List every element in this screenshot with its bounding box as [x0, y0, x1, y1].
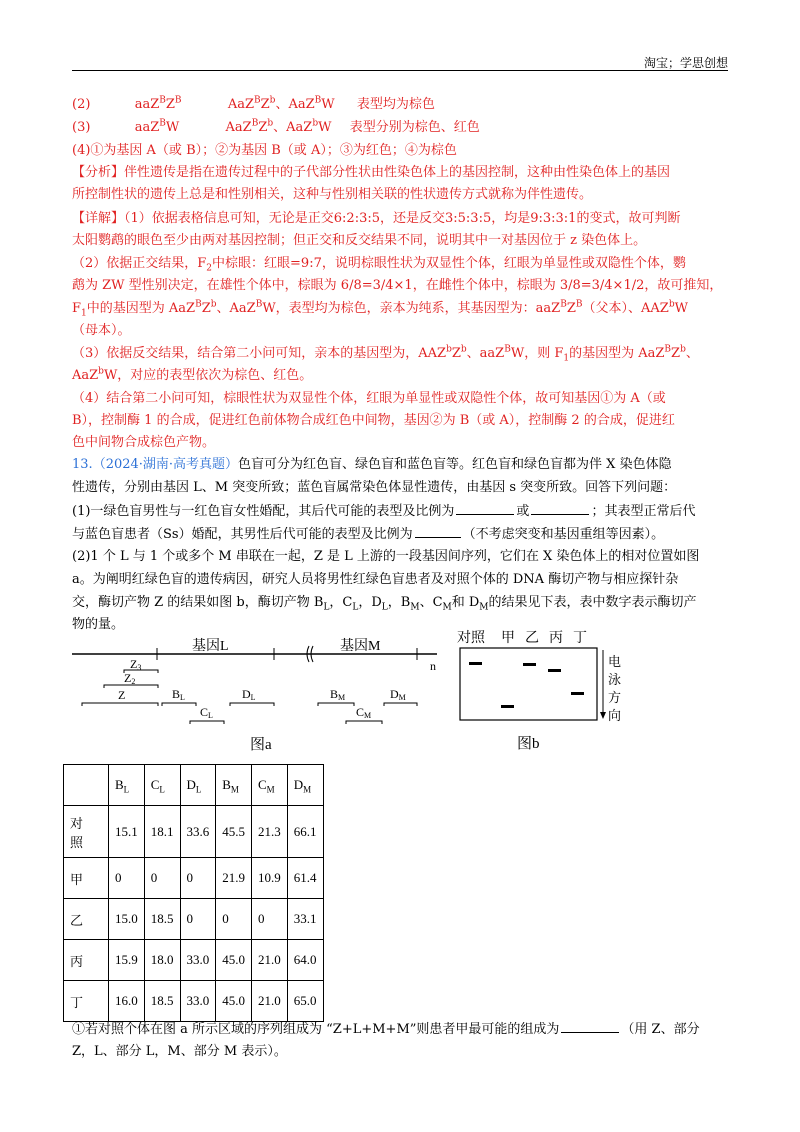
band [523, 663, 536, 666]
table-cell: 0 [180, 899, 216, 940]
text: （不考虑突变和基因重组等因素）。 [462, 527, 665, 542]
sup: B [159, 118, 166, 129]
text: 、aaZ [466, 346, 505, 361]
sub: M [479, 602, 489, 613]
detail-line: 【详解】（1）依据表格信息可知，无论是正交6:2:3:5，还是反交3:5:3:5，均是9:3:3:1的变式，故可判断 [72, 211, 681, 226]
detail-line: （4）结合第二小问可知，棕眼性状为双显性个体，红眼为单显性或双隐性个体，故可知基因①为 A（或 [72, 391, 666, 406]
text: ，D [358, 595, 382, 610]
sub: L [323, 602, 330, 613]
col-header: $D_L$ [180, 765, 216, 806]
row-label: 乙 [64, 899, 109, 940]
genotype: AaZ [225, 120, 252, 135]
text: ；其表型正常后代 [591, 504, 696, 519]
text: 和 D [451, 595, 480, 610]
text: 、C [419, 595, 443, 610]
analysis-line-2: 所控制性状的遗传上总是和性别相关，这种与性别相关联的性状遗传方式就称为伴性遗传。 [72, 187, 593, 202]
text: 交，酶切产物 Z 的结果如图 b，酶切产物 B [72, 595, 324, 610]
genotype: W [318, 120, 332, 135]
sup: b [210, 299, 217, 310]
table-cell: 18.5 [144, 899, 180, 940]
row-label: 丁 [64, 981, 109, 1022]
table-cell: 45.0 [216, 981, 252, 1022]
sup: B [255, 299, 263, 310]
table-cell: 45.5 [216, 806, 252, 858]
table-cell: 15.1 [109, 806, 145, 858]
table-cell: 61.4 [287, 858, 323, 899]
text: 、 [685, 346, 699, 361]
col-header: $B_L$ [109, 765, 145, 806]
table-cell: 65.0 [287, 981, 323, 1022]
question-line: 物的量。 [72, 617, 125, 632]
table-cell: 45.0 [216, 940, 252, 981]
sup: B [504, 344, 511, 355]
text: （父本）、AAZ [582, 301, 669, 316]
question-line: 性遗传，分别由基因 L、M 突变所致；蓝色盲属常染色体显性遗传，由基因 s 突变所致。回答下列问题： [72, 480, 677, 495]
table-row [64, 806, 324, 858]
DM-label: DM [390, 687, 406, 702]
sup: B [664, 344, 672, 355]
question-line: Z，L、部分 L，M、部分 M 表示）。 [72, 1044, 287, 1059]
text: W，表型均为棕色，亲本为纯系，其基因型为：aaZ [262, 301, 561, 316]
sup: b [680, 344, 686, 355]
table-cell: 66.1 [287, 806, 323, 858]
sup: b [267, 118, 274, 129]
phenotype: 表型均为棕色 [356, 97, 435, 112]
table-cell: 21.0 [252, 940, 288, 981]
text: ，B [387, 595, 411, 610]
band [571, 692, 584, 695]
question-line [72, 1020, 700, 1039]
gel-frame [460, 648, 597, 720]
sup: b [312, 118, 319, 129]
text: 的基因型为 AaZ [569, 346, 665, 361]
text: W，对应的表型依次为棕色、红色。 [103, 368, 313, 383]
text: W [674, 301, 688, 316]
table-cell: 18.5 [144, 981, 180, 1022]
sub: M [442, 602, 452, 613]
genotype: AaZ [227, 97, 254, 112]
sup: b [460, 344, 467, 355]
text: 色盲可分为红色盲、绿色盲和蓝色盲等。红色盲和绿色盲都为伴 X 染色体隐 [238, 457, 672, 472]
table-cell: 18.1 [144, 806, 180, 858]
DL-bracket [230, 703, 274, 706]
text: ①若对照个体在图 a 所示区域的序列组成为 “Z+L+M+M”则患者甲最可能的组成为 [72, 1022, 560, 1037]
z-bracket [82, 703, 158, 706]
detail-line [72, 345, 699, 363]
figure-b [455, 626, 635, 756]
table-header-row [64, 765, 324, 806]
answer-blank[interactable] [531, 502, 589, 515]
sup: B [159, 95, 166, 106]
phenotype: 表型分别为棕色、红色 [349, 120, 480, 135]
answer-blank[interactable] [561, 1020, 619, 1033]
genotype: Z [165, 97, 175, 112]
sup: B [560, 299, 567, 310]
row-label: 甲 [64, 858, 109, 899]
table-cell: 33.6 [180, 806, 216, 858]
table-row [64, 858, 324, 899]
gene-M-label: 基因M [340, 639, 381, 654]
CL-label: CL [200, 705, 213, 720]
data-table [63, 764, 324, 1022]
sup: B [314, 95, 322, 106]
band [469, 662, 482, 665]
genotype: W [165, 120, 180, 135]
answer-4: (4)①为基因 A（或 B）；②为基因 B（或 A）；③为红色；④为棕色 [72, 143, 457, 158]
direction-label: 泳 [608, 672, 622, 687]
CM-bracket [346, 721, 382, 724]
detail-line: B），控制酶 1 的合成，促进红色前体物合成红色中间物，基因②为 B（或 A），控制酶 2 的合成，促进红 [72, 413, 675, 428]
text: Z [451, 346, 461, 361]
sup: b [269, 95, 276, 106]
table-row [64, 981, 324, 1022]
text: F [72, 301, 82, 316]
question-line [72, 594, 697, 612]
answer-blank[interactable] [415, 525, 461, 538]
detail-line: （母本）。 [72, 323, 131, 338]
sup: B [575, 299, 583, 310]
text: （用 Z、部分 [621, 1022, 700, 1037]
sup: B [174, 95, 182, 106]
text: 中棕眼：红眼=9:7，说明棕眼性状为双显性个体，红眼为单显性或双隐性个体，鹦 [212, 256, 686, 271]
col-header: $B_M$ [216, 765, 252, 806]
genotype: Z [260, 97, 270, 112]
table-cell: 33.1 [287, 899, 323, 940]
sup: b [668, 299, 675, 310]
table-row [64, 899, 324, 940]
z-label: Z [118, 688, 126, 702]
text: AaZ [72, 368, 99, 383]
question-line: (2)1 个 L 与 1 个或多个 M 串联在一起，Z 是 L 上游的一段基因间序列，它们在 X 染色体上的相对位置如图 [72, 549, 700, 564]
figure-b-caption: 图b [517, 736, 540, 752]
sup: b [446, 344, 452, 355]
col-header: $C_M$ [252, 765, 288, 806]
text: 、AaZ [216, 301, 256, 316]
header-rule [72, 70, 728, 71]
genotype: Z [258, 120, 268, 135]
DL-label: DL [242, 687, 256, 702]
text: 与蓝色盲患者（Ss）婚配，其男性后代可能的表型及比例为 [72, 527, 413, 542]
lane-label: 乙 [525, 631, 539, 646]
n-label: n [430, 659, 436, 673]
direction-label: 向 [608, 708, 622, 723]
table-cell: 0 [252, 899, 288, 940]
BL-label: BL [172, 687, 185, 702]
sup: B [195, 299, 202, 310]
question-source: （2024·湖南·高考真题） [92, 457, 239, 472]
answer-num: (3) [72, 120, 91, 135]
genotype: W [321, 97, 335, 112]
table-cell: 15.9 [109, 940, 145, 981]
lane-label: 丁 [573, 631, 587, 646]
col-header: $C_L$ [144, 765, 180, 806]
detail-line [72, 367, 312, 385]
table-cell: 0 [109, 858, 145, 899]
row-label: 丙 [64, 940, 109, 981]
DM-bracket [384, 703, 417, 706]
header-text: 淘宝；学思创想 [643, 56, 728, 70]
question-line [72, 456, 672, 474]
direction-label: 电 [608, 654, 622, 669]
text: Z [566, 301, 576, 316]
detail-line: 色中间物合成棕色产物。 [72, 435, 216, 450]
table-cell: 0 [180, 858, 216, 899]
question-number: 13. [72, 457, 93, 472]
arrow-head [600, 712, 606, 719]
genotype: 、AaZ [275, 97, 315, 112]
text: （3）依据反交结果，结合第二小问可知，亲本的基因型为，AAZ [72, 346, 447, 361]
genotype: aaZ [134, 120, 160, 135]
BM-bracket [318, 703, 354, 706]
question-line [72, 525, 664, 544]
CM-label: CM [356, 705, 372, 720]
answer-2 [72, 96, 435, 114]
text: Z [671, 346, 681, 361]
text: 中的基因型为 AaZ [86, 301, 196, 316]
gene-L-label: 基因L [192, 639, 229, 654]
genotype: aaZ [134, 97, 160, 112]
table-cell: 0 [144, 858, 180, 899]
sup: b [98, 366, 104, 377]
z3-label: Z3 [130, 657, 142, 672]
table-cell: 21.0 [252, 981, 288, 1022]
table-cell: 21.9 [216, 858, 252, 899]
detail-line: 太阳鹦鹉的眼色至少由两对基因控制；但正交和反交结果不同，说明其中一对基因位于 z 染色体上。 [72, 233, 647, 248]
detail-line [72, 300, 688, 318]
figure-a-caption: 图a [250, 737, 272, 753]
BL-bracket [162, 703, 196, 706]
z2-bracket [104, 685, 158, 688]
table-cell: 21.3 [252, 806, 288, 858]
text: Z [201, 301, 211, 316]
table-corner [64, 765, 109, 806]
sub: M [410, 602, 420, 613]
answer-num: (2) [72, 97, 91, 112]
table-cell: 33.0 [180, 940, 216, 981]
table-row [64, 940, 324, 981]
lane-label: 丙 [549, 631, 563, 646]
analysis-line-1: 【分析】伴性遗传是指在遗传过程中的子代部分性状由性染色体上的基因控制，这种由性染色体上的基因 [72, 165, 671, 180]
z2-label: Z2 [124, 671, 136, 686]
text: 或 [516, 504, 530, 519]
sup: B [251, 118, 259, 129]
detail-line: 鹉为 ZW 型性别决定，在雄性个体中，棕眼为 6/8=3/4×1，在雌性个体中，棕眼为 3/8=3/4×1/2，故可推知， [72, 278, 723, 293]
table-cell: 64.0 [287, 940, 323, 981]
band [501, 705, 514, 708]
sub: 2 [206, 263, 213, 274]
question-line [72, 502, 695, 521]
table-cell: 0 [216, 899, 252, 940]
table-cell: 18.0 [144, 940, 180, 981]
table-cell: 33.0 [180, 981, 216, 1022]
sub: L [352, 602, 359, 613]
BM-label: BM [330, 687, 346, 702]
sub: 1 [81, 308, 87, 319]
lane-label: 对照 [457, 631, 485, 646]
figure-a [72, 636, 452, 756]
text: ，C [329, 595, 353, 610]
text: (1)一绿色盲男性与一红色盲女性婚配，其后代可能的表型及比例为 [72, 504, 455, 519]
table-cell: 15.0 [109, 899, 145, 940]
lane-label: 甲 [501, 631, 515, 646]
CL-bracket [190, 721, 224, 724]
text: 的结果见下表，表中数字表示酶切产 [488, 595, 697, 610]
genotype: 、AaZ [273, 120, 313, 135]
sub: L [381, 602, 388, 613]
text: （2）依据正交结果，F [72, 256, 207, 271]
answer-3 [72, 119, 480, 137]
detail-line [72, 255, 686, 273]
band [548, 669, 561, 672]
sup: B [254, 95, 261, 106]
table-cell: 16.0 [109, 981, 145, 1022]
direction-label: 方 [608, 690, 622, 705]
text: W，则 F [510, 346, 564, 361]
col-header: $D_M$ [287, 765, 323, 806]
row-label: 对 照 [64, 806, 109, 858]
table-cell: 10.9 [252, 858, 288, 899]
answer-blank[interactable] [456, 502, 514, 515]
question-line: a。为阐明红绿色盲的遗传病因，研究人员将男性红绿色盲患者及对照个体的 DNA 酶切产物与相应探针杂 [72, 572, 679, 587]
sub: 1 [563, 353, 570, 364]
